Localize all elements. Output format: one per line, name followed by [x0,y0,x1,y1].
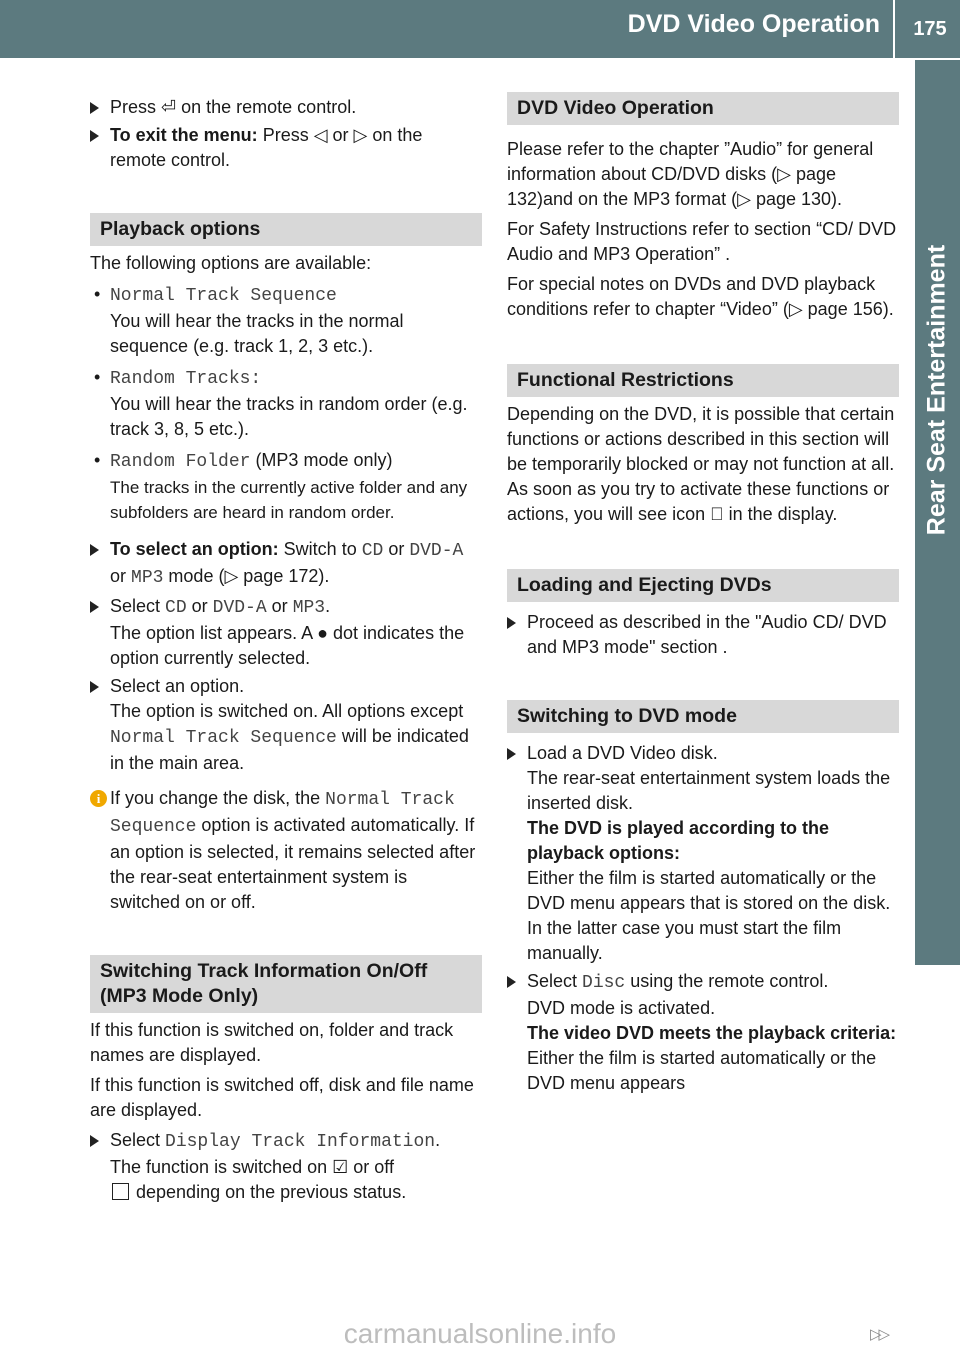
step-select-an-option: Select an option. The option is switched on. All options except Normal Track Sequence will be indicated in the main area. [90,674,482,776]
section-heading-track-info: Switching Track Information On/Off (MP3 Mode Only) [90,955,482,1013]
section-heading-dvd-video-operation: DVD Video Operation [507,92,899,125]
paragraph: The following options are available: [90,253,372,273]
section-heading-functional-restrictions: Functional Restrictions [507,364,899,397]
option-normal-track-sequence: • Normal Track Sequence You will hear the tracks in the normal sequence (e.g. track 1, 2, 3 etc.). [94,284,404,356]
header-bar [0,0,960,58]
checkbox-empty-icon [112,1183,129,1200]
option-random-folder: • Random Folder (MP3 mode only) The tracks in the currently active folder and any subfolders are heard in random order. [94,450,468,522]
header-divider [893,0,895,58]
step-select-option-mode: To select an option: Switch to CD or DVD-A or MP3 mode (▷ page 172). [90,537,482,591]
info-icon: i [90,790,107,807]
chapter-tab-label: Rear Seat Entertainment [922,244,951,536]
step-exit-menu: To exit the menu: Press ◁ or ▷ on the remote control. [90,123,482,173]
section-heading-loading-ejecting: Loading and Ejecting DVDs [507,569,899,602]
arrow-icon [90,681,99,693]
step-load-dvd: Load a DVD Video disk. The rear-seat entertainment system loads the inserted disk. The DVD is played according to the playback options: Either the film is started automatically or the DVD menu appears that is stored on the disk. In the latter case you must start the film manually. [507,741,899,966]
ok-button-icon: ⏎ [161,97,177,117]
left-column [90,92,482,1208]
paragraph: If this function is switched on, folder and track names are displayed. [90,1020,454,1065]
page-title: DVD Video Operation [627,10,880,38]
arrow-icon [90,601,99,613]
arrow-icon [90,1135,99,1147]
section-heading-playback-options: Playback options [90,213,482,246]
paragraph: For special notes on DVDs and DVD playback conditions refer to chapter “Video” (▷ page 156). [507,274,894,319]
right-column [507,92,899,1099]
option-random-tracks: • Random Tracks: You will hear the tracks in random order (e.g. track 3, 8, 5 etc.). [94,367,468,439]
arrow-icon [90,130,99,142]
step-display-track-info: Select Display Track Information. The function is switched on ☑ or off depending on the previous status. [90,1128,482,1205]
arrow-icon [90,102,99,114]
paragraph: Depending on the DVD, it is possible that certain functions or actions described in this section will be temporarily blocked or may not function at all. As soon as you try to activate these functions or actions, you will see icon in the display. [507,404,895,524]
step-select-source: Select CD or DVD-A or MP3. The option list appears. A ● dot indicates the option currently selected. [90,594,482,671]
step-select-disc: Select Disc using the remote control. DVD mode is activated. The video DVD meets the playback criteria: Either the film is started automatically or the DVD menu appears [507,969,899,1096]
watermark: carmanualsonline.info [343,1318,617,1349]
paragraph: If this function is switched off, disk and file name are displayed. [90,1075,474,1120]
continue-marker: ▷▷ [870,1326,888,1343]
arrow-icon [507,748,516,760]
arrow-icon [90,544,99,556]
section-heading-switching-dvd-mode: Switching to DVD mode [507,700,899,733]
page-number: 175 [913,18,947,40]
paragraph: Please refer to the chapter ”Audio” for general information about CD/DVD disks (▷ page 132)and on the MP3 format (▷ page 130). [507,139,874,209]
paragraph: For Safety Instructions refer to section “CD/ DVD Audio and MP3 Operation” . [507,219,897,264]
info-note: i If you change the disk, the Normal Track Sequence option is activated automatically. If an option is selected, it remains selected after the rear-seat entertainment system is switched on or off. [90,786,482,915]
step-press-ok: Press ⏎ on the remote control. [90,95,482,120]
arrow-icon [507,617,516,629]
step-proceed: Proceed as described in the "Audio CD/ DVD and MP3 mode" section . [507,610,899,660]
arrow-icon [507,976,516,988]
checkbox-checked-icon: ☑ [332,1157,349,1177]
